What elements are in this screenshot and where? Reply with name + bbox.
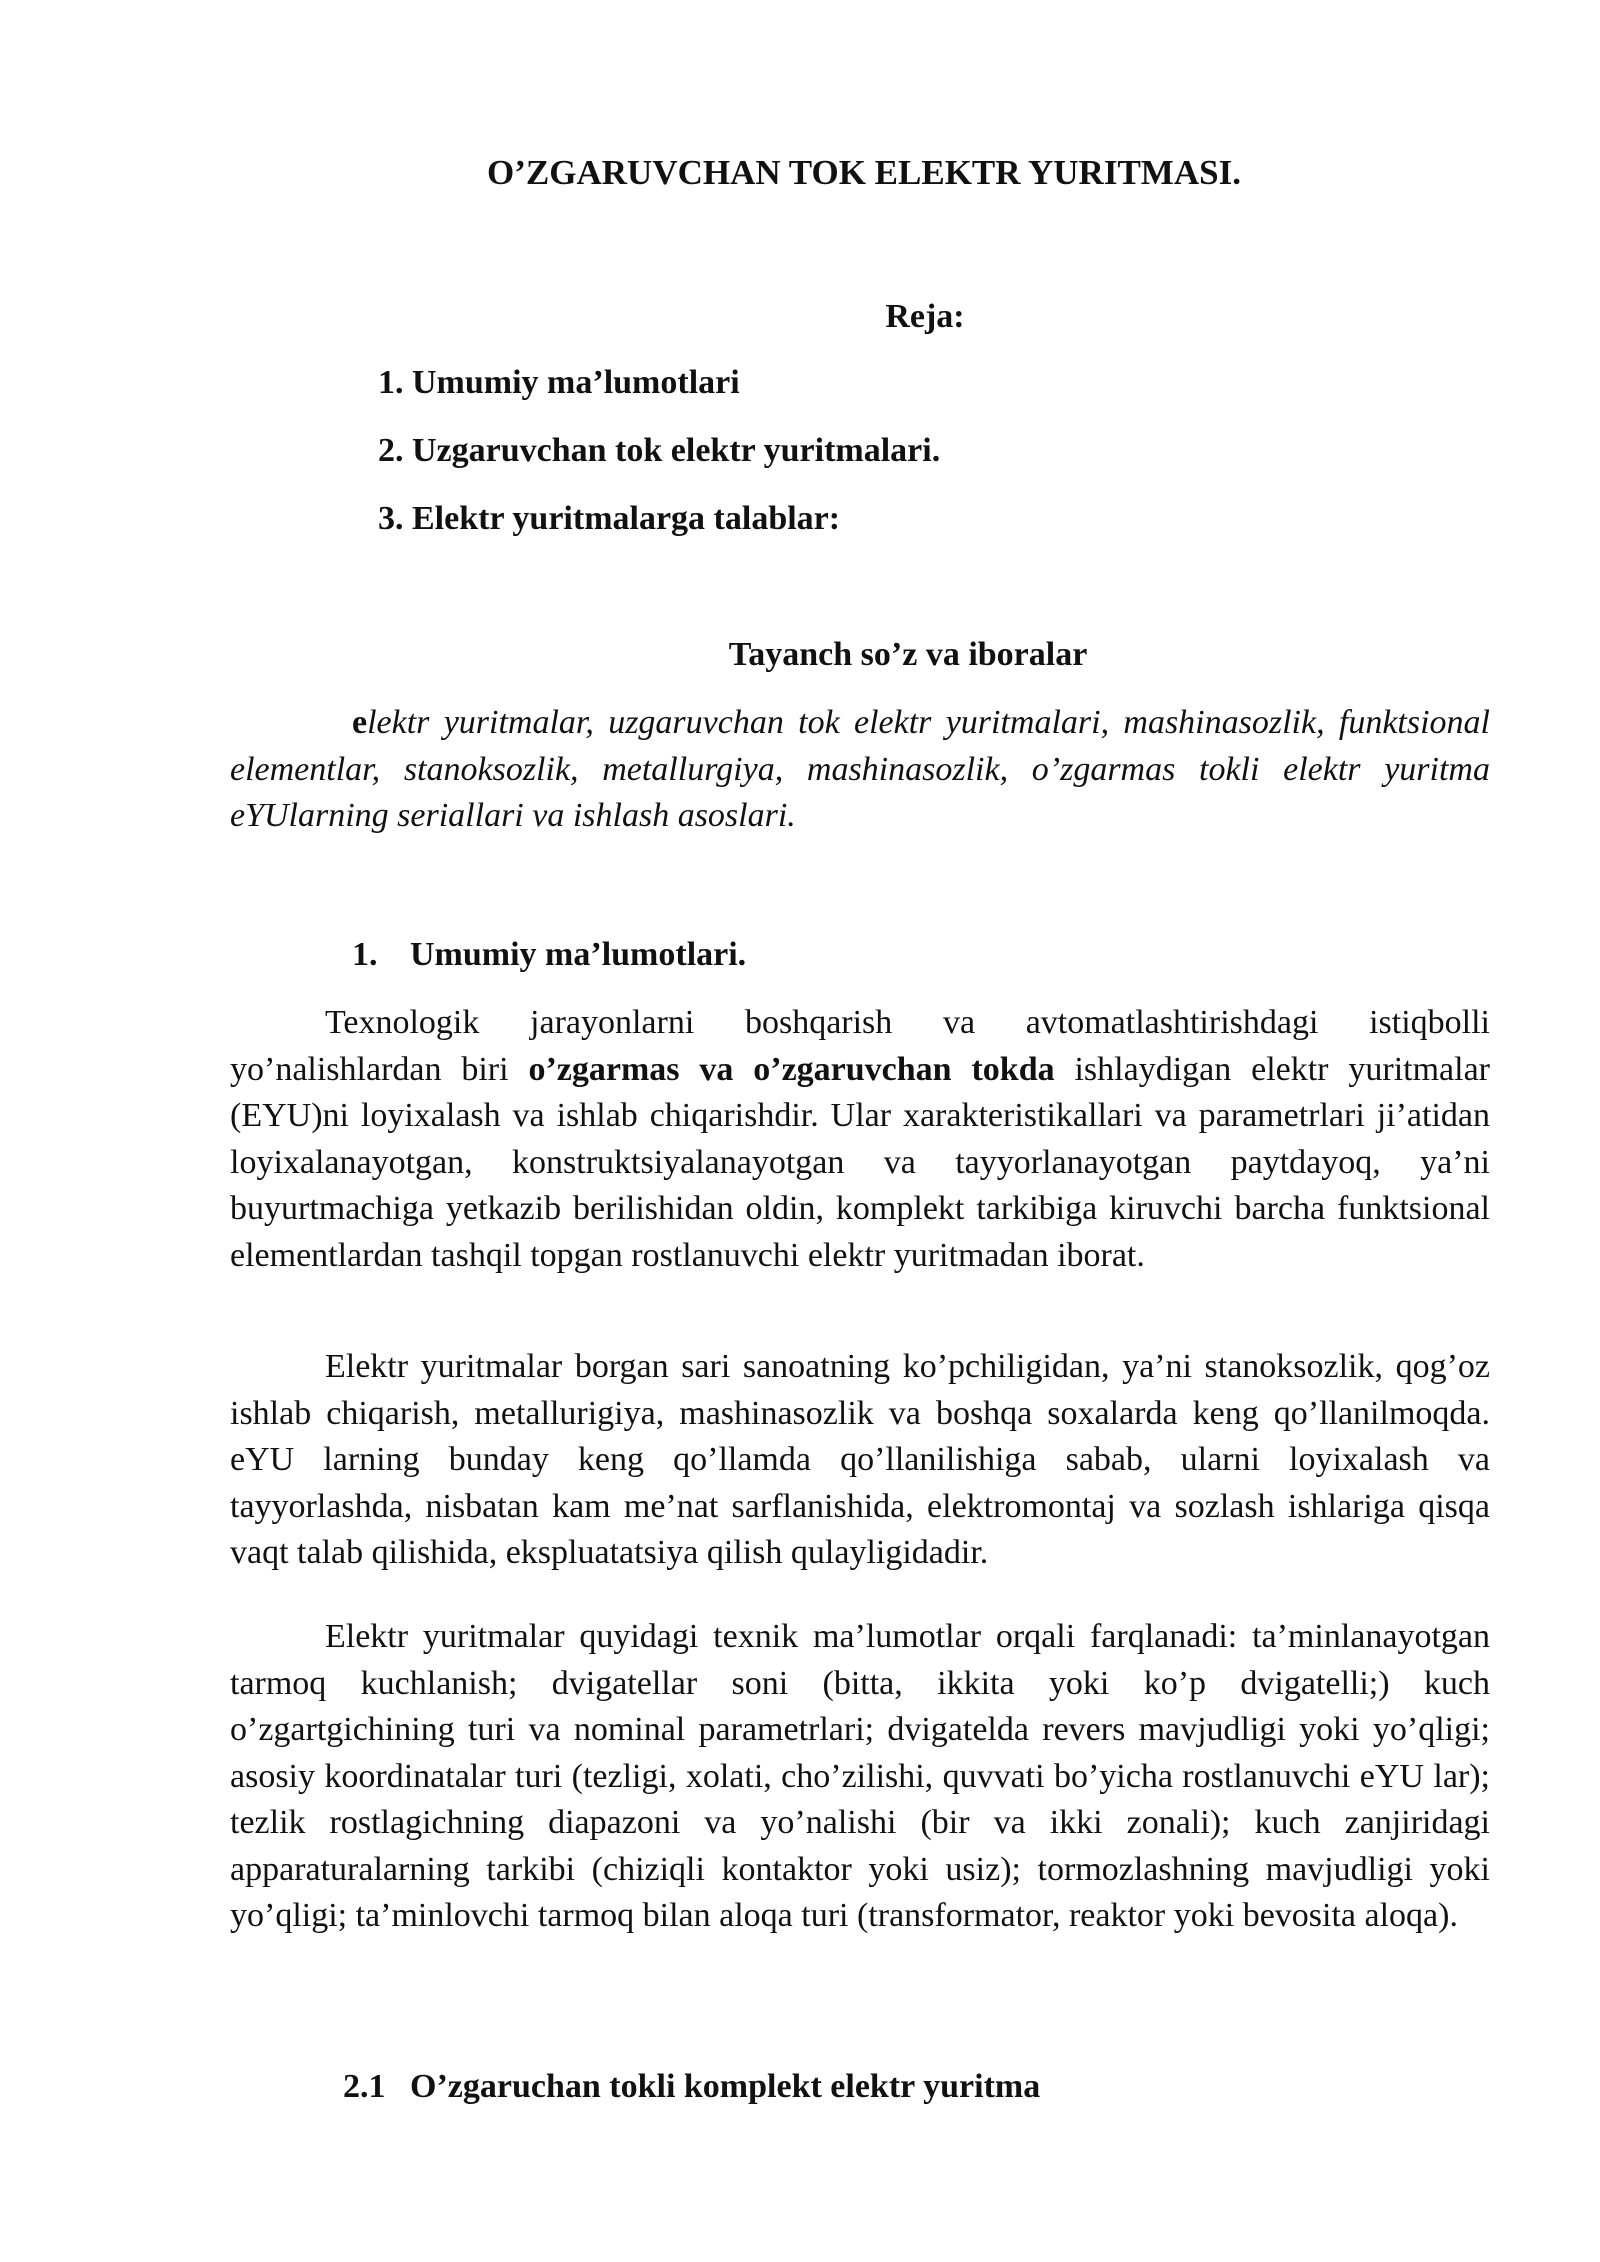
paragraph-1-text-after: ishlaydigan elektr yuritmalar (EYU)ni loyixalash va ishlab chiqarishdir. Ular xarakteristikallari va parametrlari ji’atidan loyixalanayotgan, konstruktsiyalanayotgan va tayyorlanayotgan paytdayoq, ya’ni buyurtmachiga yetkazib berilishidan oldin, komplekt tarkibiga kiruvchi barcha funktsional elementlardan tashqil topgan rostlanuvchi elektr yuritmadan iborat. — [230, 1050, 1490, 1274]
section-2-1-heading — [343, 2064, 1040, 2110]
keywords-paragraph — [230, 700, 1490, 840]
section-2-1-title: O’zgaruchan tokli komplekt elektr yuritma — [410, 2068, 1041, 2105]
section-2-1-number: 2.1 — [343, 2068, 386, 2105]
keywords-heading: Tayanch so’z va iboralar — [728, 636, 1088, 673]
keywords-lead-letter: e — [352, 704, 368, 741]
section-1-paragraph-2: Elektr yuritmalar borgan sari sanoatning ko’pchiligidan, ya’ni stanoksozlik, qog’oz ishlab chiqarish, metallurigiya, mashinasozlik va boshqa soxalarda keng qo’llanilmoqda. eYU larning bunday keng qo’llamda qo’llanilishiga sabab, ularni loyixalash va tayyorlashda, nisbatan kam me’nat sarflanishida, elektromontaj va sozlash ishlariga qisqa vaqt talab qilishida, ekspluatatsiya qilish qulayligidadir. — [230, 1348, 1490, 1571]
plan-item-2: 2. Uzgaruvchan tok elektr yuritmalari. — [378, 432, 941, 469]
plan-item-1: 1. Umumiy ma’lumotlari — [378, 364, 740, 401]
keywords-text: lektr yuritmalar, uzgaruvchan tok elektr yuritmalari, mashinasozlik, funktsional elementlar, stanoksozlik, metallurgiya, mashinasozlik, o’zgarmas tokli elektr yuritma eYUlarning seriallari va ishlash asoslari. — [230, 704, 1490, 834]
plan-item-3: 3. Elektr yuritmalarga talablar: — [378, 500, 841, 537]
document-title: O’ZGARUVCHAN TOK ELEKTR YURITMASI. — [487, 153, 1241, 192]
paragraph-1-text-before: Texnologik jarayonlarni boshqarish va avtomatlashtirishdagi istiqbolli yo’nalishlardan biri — [230, 1004, 1490, 1088]
paragraph-1-bold-phrase: o’zgarmas va o’zgaruvchan tokda — [528, 1050, 1055, 1088]
section-1-number: 1. — [352, 936, 378, 973]
section-1-heading — [352, 932, 746, 978]
section-1-paragraph-3: Elektr yuritmalar quyidagi texnik ma’lumotlar orqali farqlanadi: ta’minlanayotgan tarmoq kuchlanish; dvigatellar soni (bitta, ikkita yoki ko’p dvigatelli;) kuch o’zgartgichining turi va nominal parametrlari; dvigatelda revers mavjudligi yoki yo’qligi; asosiy koordinatalar turi (tezligi, xolati, cho’zilishi, quvvati bo’yicha rostlanuvchi eYU lar); tezlik rostlagichning diapazoni va yo’nalishi (bir va ikki zonali); kuch zanjiridagi apparaturalarning tarkibi (chiziqli kontaktor yoki usiz); tormozlashning mavjudligi yoki yo’qligi; ta’minlovchi tarmoq bilan aloqa turi (transformator, reaktor yoki bevosita aloqa). — [230, 1618, 1490, 1934]
section-1-paragraph-1 — [230, 1000, 1490, 1279]
plan-heading: Reja: — [885, 298, 965, 335]
section-1-title: Umumiy ma’lumotlari. — [410, 936, 747, 973]
